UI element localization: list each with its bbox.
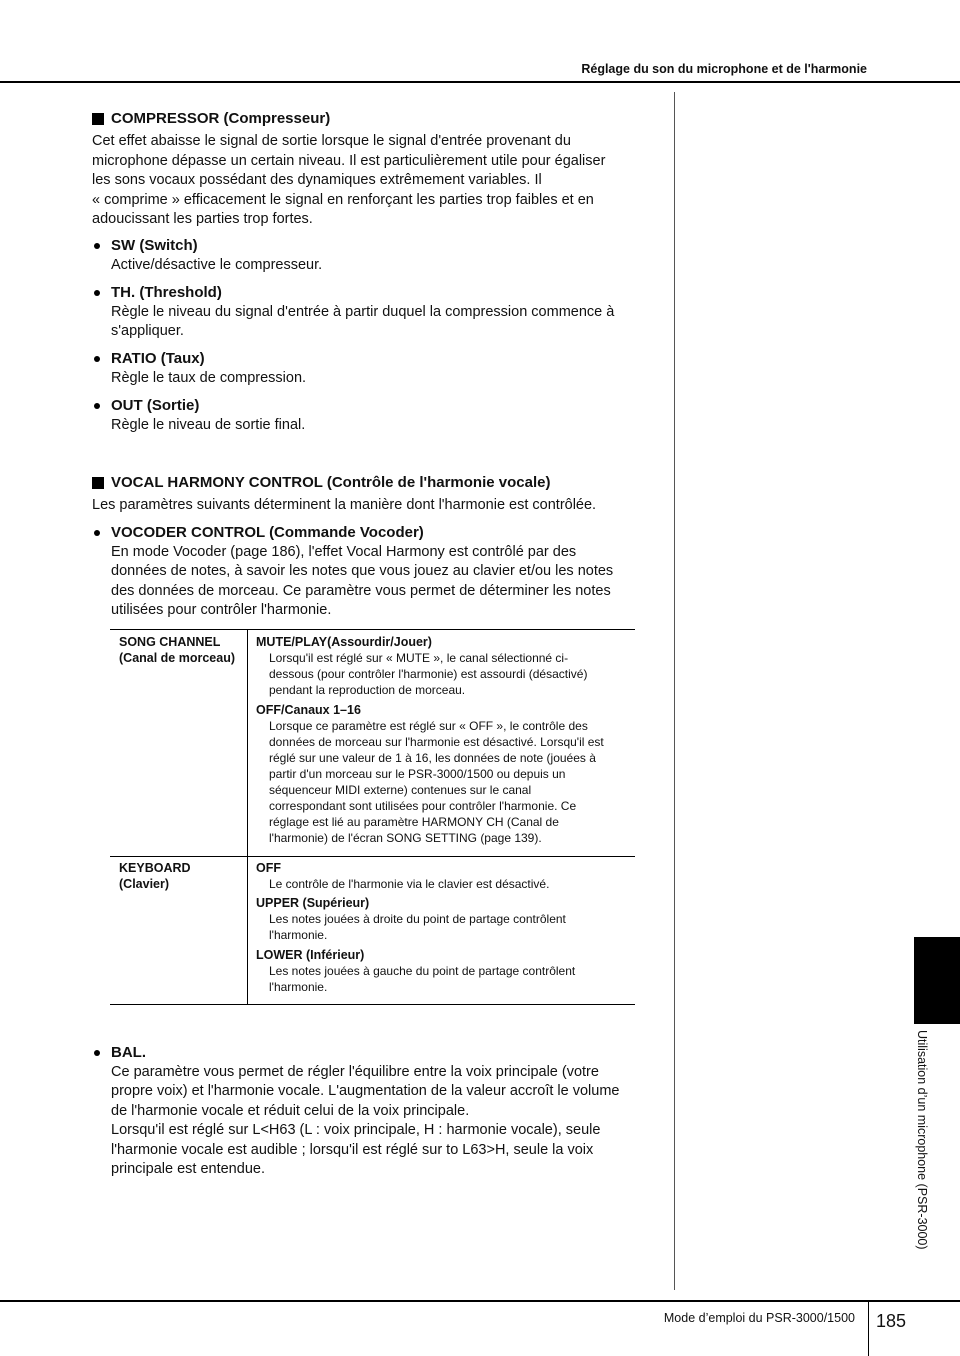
text-line: « comprime » efficacement le signal en renforçant les parties trop faibles et en — [92, 191, 594, 208]
header-rule — [0, 81, 960, 83]
param-out — [92, 396, 305, 435]
row-name-line: (Canal de morceau) — [119, 651, 236, 665]
setting-description: l'harmonie. — [269, 980, 328, 994]
text-line: Cet effet abaisse le signal de sortie lorsque le signal d'entrée provenant du — [92, 133, 571, 149]
setting-mute-play — [256, 634, 587, 698]
setting-description: réglage est lié au paramètre HARMONY CH (Canal de — [269, 815, 559, 829]
setting-description: pendant la reproduction de morceau. — [269, 683, 466, 697]
text-line: les sons vocaux possédant des dynamiques extrêmement variables. Il — [92, 172, 542, 188]
param-label: BAL. — [111, 1043, 619, 1063]
param-description: propre voix) et l'harmonie vocale. L'augmentation de la valeur accroît le volume — [111, 1083, 620, 1099]
param-description: Ce paramètre vous permet de régler l'équilibre entre la voix principale (votre — [111, 1063, 599, 1080]
param-sw — [92, 236, 322, 275]
param-description: principale est entendue. — [111, 1161, 265, 1177]
param-description: s'appliquer. — [111, 323, 184, 339]
setting-description: correspondant sont utilisées pour contrôler l'harmonie. Ce — [269, 799, 577, 813]
setting-description: l'harmonie. — [269, 928, 328, 942]
table-row-rule — [110, 856, 635, 857]
param-description: données de notes, à savoir les notes que vous jouez au clavier et/ou les notes — [111, 563, 614, 579]
param-threshold — [92, 283, 614, 342]
setting-keyboard-off — [256, 860, 549, 892]
param-description: Active/désactive le compresseur. — [111, 256, 323, 273]
running-title: Réglage du son du microphone et de l'harmonie — [581, 62, 867, 76]
setting-value: MUTE/PLAY(Assourdir/Jouer) — [256, 635, 432, 649]
param-balance — [92, 1043, 619, 1180]
text-line: adoucissant les parties trop fortes. — [92, 211, 313, 227]
param-description: des données de morceau. Ce paramètre vous permet de déterminer les notes — [111, 582, 611, 599]
table-top-rule — [110, 629, 635, 630]
compressor-heading: COMPRESSOR (Compresseur) — [92, 109, 330, 129]
setting-description: Lorsqu'il est réglé sur « MUTE », le canal sélectionné ci- — [269, 651, 569, 665]
setting-description: Le contrôle de l'harmonie via le clavier est désactivé. — [269, 877, 550, 891]
text-line: microphone dépasse un certain niveau. Il est particulièrement utile pour égaliser — [92, 152, 606, 169]
setting-description: données de morceau sur l'harmonie est désactivé. Lorsqu'il est — [269, 735, 604, 749]
setting-description: séquenceur MIDI externe) contenues sur le canal — [269, 783, 532, 797]
setting-off-channels — [256, 702, 604, 846]
param-description: En mode Vocoder (page 186), l'effet Vocal Harmony est contrôlé par des — [111, 543, 577, 560]
table-row-name-song-channel — [119, 634, 235, 666]
chapter-tab-label: Utilisation d’un microphone (PSR-3000) — [915, 1030, 929, 1250]
table-row-name-keyboard — [119, 860, 191, 892]
setting-value: OFF — [256, 861, 281, 875]
row-name-line: (Clavier) — [119, 877, 170, 891]
setting-value: OFF/Canaux 1–16 — [256, 703, 361, 717]
vocoder-control — [92, 523, 613, 621]
page-number: 185 — [876, 1311, 907, 1331]
param-label: OUT (Sortie) — [111, 396, 305, 416]
column-divider — [674, 92, 675, 1290]
setting-description: réglé sur une valeur de 1 à 16, les données de note (jouées à — [269, 751, 596, 765]
footer-divider — [868, 1300, 869, 1356]
setting-keyboard-upper — [256, 895, 566, 943]
vocal-harmony-heading: VOCAL HARMONY CONTROL (Contrôle de l'harmonie vocale) — [92, 473, 550, 493]
param-description: Règle le niveau de sortie final. — [111, 416, 306, 433]
setting-description: l'harmonie) de l'écran SONG SETTING (page 139). — [269, 831, 542, 845]
setting-description: Lorsque ce paramètre est réglé sur « OFF », le contrôle des — [269, 719, 588, 733]
table-column-rule — [247, 629, 248, 1005]
manual-title: Mode d’emploi du PSR-3000/1500 — [663, 1311, 855, 1325]
chapter-tab-marker — [914, 937, 960, 1024]
param-description: Lorsqu'il est réglé sur L<H63 (L : voix principale, H : harmonie vocale), seule — [111, 1122, 601, 1138]
setting-value: UPPER (Supérieur) — [256, 896, 370, 910]
row-name-line: KEYBOARD — [119, 861, 191, 875]
setting-value: LOWER (Inférieur) — [256, 948, 365, 962]
param-label: VOCODER CONTROL (Commande Vocoder) — [111, 523, 613, 543]
setting-description: Les notes jouées à gauche du point de partage contrôlent — [269, 964, 576, 978]
param-description: Règle le niveau du signal d'entrée à partir duquel la compression commence à — [111, 303, 615, 320]
param-description: de l'harmonie vocale et réduit celui de la voix principale. — [111, 1102, 470, 1119]
param-description: l'harmonie vocale est audible ; lorsqu'il est réglé sur to L63>H, seule la voix — [111, 1141, 594, 1158]
setting-keyboard-lower — [256, 947, 575, 995]
setting-description: Les notes jouées à droite du point de partage contrôlent — [269, 912, 566, 926]
param-ratio — [92, 349, 306, 388]
setting-description: partir d'un morceau sur le PSR-3000/1500 ou depuis un — [269, 767, 566, 781]
param-description: utilisées pour contrôler l'harmonie. — [111, 602, 332, 618]
vocal-harmony-intro: Les paramètres suivants déterminent la manière dont l'harmonie est contrôlée. — [92, 497, 597, 513]
compressor-intro — [92, 132, 605, 230]
param-description: Règle le taux de compression. — [111, 369, 307, 386]
param-label: TH. (Threshold) — [111, 283, 614, 303]
table-bottom-rule — [110, 1004, 635, 1005]
footer-rule — [0, 1300, 960, 1302]
row-name-line: SONG CHANNEL — [119, 635, 221, 649]
param-label: SW (Switch) — [111, 236, 322, 256]
param-label: RATIO (Taux) — [111, 349, 306, 369]
setting-description: dessous (pour contrôler l'harmonie) est assourdi (désactivé) — [269, 667, 588, 681]
